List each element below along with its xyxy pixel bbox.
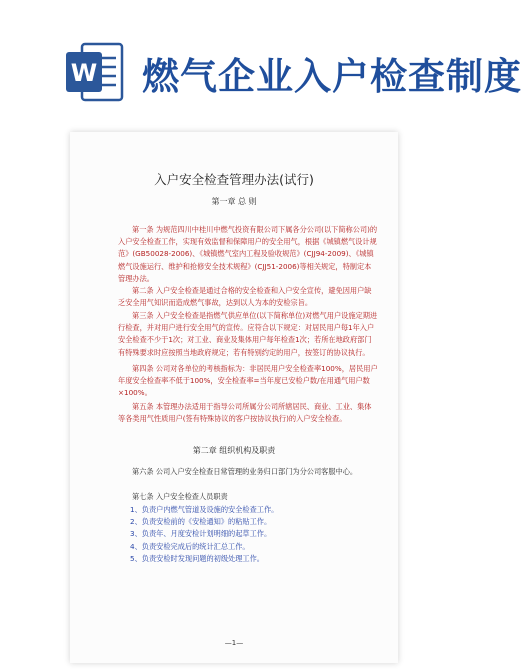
banner	[0, 0, 522, 150]
article-2: 第二条 入户安全检查是通过合格的安全检查和入户安全宣传，避免因用户缺乏安全用气知识而造成燃气事故，达到以人为本的安检宗旨。	[118, 286, 372, 308]
article-1: 第一条 为规范四川中桂川中燃气投资有限公司下属各分公司(以下简称公司)的入户安全检查工作，实现有效监督和保障用户的安全用气，根据《城镇燃气设计规范》(GB50028-2006)、《城镇燃气室内工程及验收规范》(CJJ94-2009)、《城镇燃气设施运行、维护和抢修安全技术规程》(CJJ51-2006)等相关规定，特制定本管理办法。	[118, 225, 378, 283]
article-6: 第六条 公司入户安全检查日常管理的业务归口部门为分公司客服中心。	[132, 467, 358, 476]
article-4: 第四条 公司对各单位的考核指标为：非居民用户安全检查率100%，居民用户年度安全检查率不低于100%，安全检查率=当年度已安检户数/在用通气用户数×100%。	[118, 364, 378, 398]
list-item: 2、负责安检前的《安检通知》的粘贴工作。	[130, 517, 272, 527]
chapter-heading-2: 第二章 组织机构及职责	[192, 446, 276, 455]
banner-title: 燃气企业入户检查制度	[142, 55, 522, 98]
chapter-heading-1: 第一章 总 则	[211, 197, 257, 206]
word-icon-letter: W	[70, 59, 98, 87]
document-title: 入户安全检查管理办法(试行)	[154, 172, 314, 187]
list-item: 1、负责户内燃气管道及设施的安全检查工作。	[130, 505, 279, 514]
document-page	[70, 132, 398, 663]
list-item: 3、负责年、月度安检计划明细的起草工作。	[130, 529, 272, 539]
list-item: 5、负责安检时发现问题的初级处理工作。	[130, 553, 264, 563]
article-7: 第七条 入户安全检查人员职责	[132, 492, 228, 501]
word-doc-icon	[64, 40, 124, 104]
page-number: —1—	[224, 639, 244, 647]
duties-list	[130, 504, 380, 565]
document-preview	[0, 130, 474, 669]
article-5: 第五条 本管理办法适用于指导公司所属分公司所辖居民、商业、工业、集体等各类用气性质用户(签有特殊协议的客户按协议执行)的入户安全检查。	[118, 402, 372, 424]
list-item: 4、负责安检完成后的统计汇总工作。	[130, 541, 250, 551]
article-3: 第三条 入户安全检查是指燃气供应单位(以下简称单位)对燃气用户设施定期进行检查，并对用户进行安全用气的宣传。应符合以下规定：对居民用户每1年入户安全检查不少于1次；对工业、商业及集体用户每年检查1次；若所在地政府部门有特殊要求时应按照当地政府规定；若有特别约定的用户，按签订的协议执行。	[118, 311, 378, 357]
